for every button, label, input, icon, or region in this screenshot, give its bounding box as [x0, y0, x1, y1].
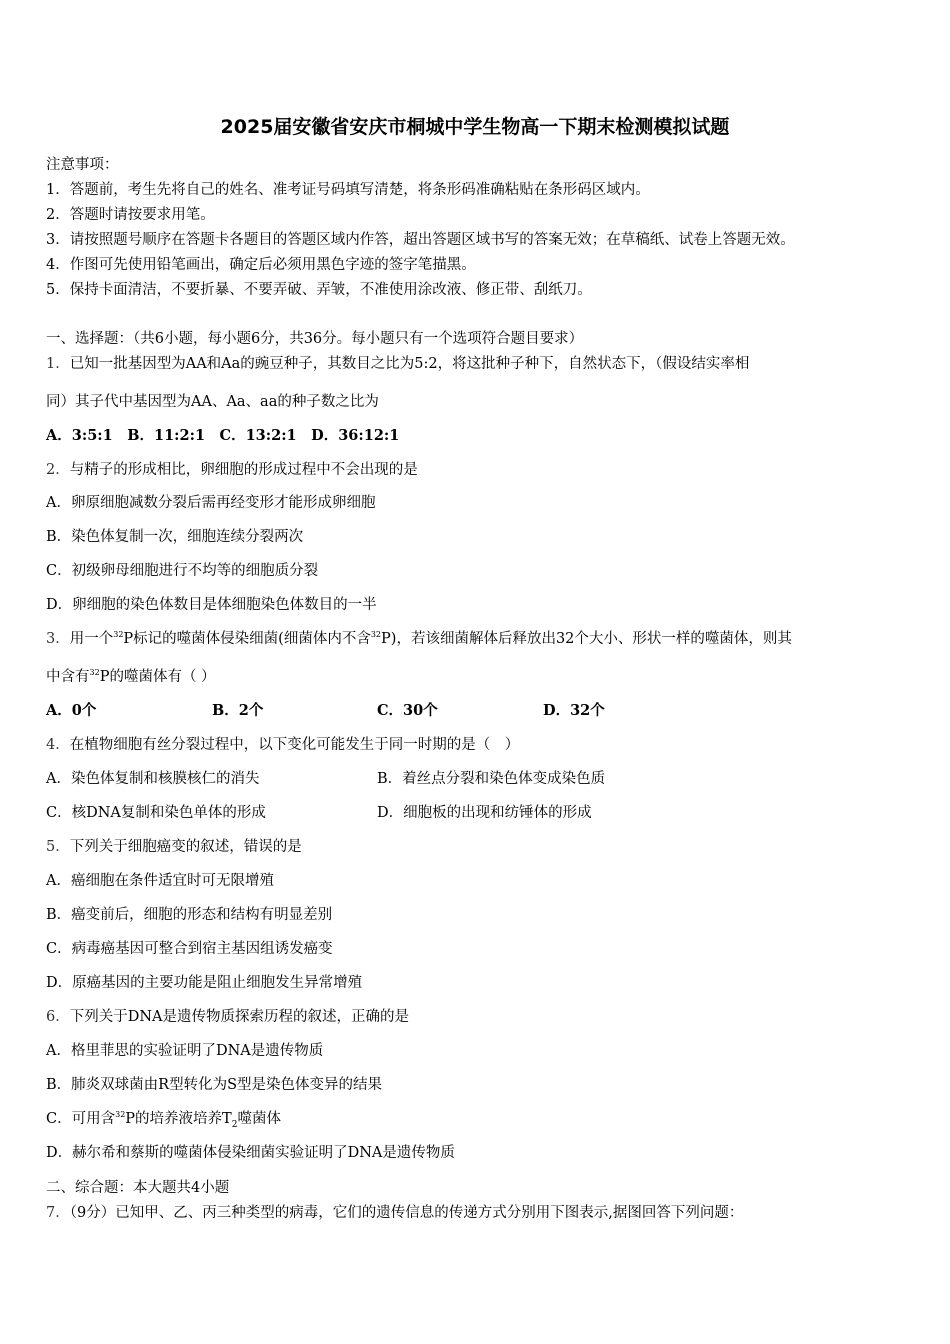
question-number: 5． [46, 839, 70, 855]
question-2-option-a: A．卵原细胞减数分裂后需再经变形才能形成卵细胞 [46, 495, 376, 511]
question-3-option-d: D．32个 [543, 702, 605, 719]
question-6-option-a: A．格里菲思的实验证明了DNA是遗传物质 [46, 1043, 324, 1059]
question-5-option-a: A．癌细胞在条件适宜时可无限增殖 [46, 873, 274, 889]
notice-heading: 注意事项： [46, 157, 119, 173]
question-number: 3． [46, 631, 70, 647]
question-4-option-d: D．细胞板的出现和纺锤体的形成 [377, 805, 592, 821]
question-number: 4． [46, 737, 70, 753]
question-3-stem-line-2: 中含有$^{32}$P的噬菌体有（ ） [46, 668, 216, 685]
question-number: 1． [46, 356, 70, 372]
question-4-option-a: A．染色体复制和核膜核仁的消失 [46, 771, 260, 787]
question-4-stem: 4．在植物细胞有丝分裂过程中，以下变化可能发生于同一时期的是（ ） [46, 737, 520, 753]
notice-item-1: 1．答题前，考生先将自己的姓名、准考证号码填写清楚，将条形码准确粘贴在条形码区域内。 [46, 182, 650, 198]
section-1-heading: 一、选择题：（共6小题，每小题6分，共36分。每小题只有一个选项符合题目要求） [46, 331, 584, 347]
question-6-option-b: B．肺炎双球菌由R型转化为S型是染色体变异的结果 [46, 1077, 383, 1093]
question-2-option-b: B．染色体复制一次，细胞连续分裂两次 [46, 529, 304, 545]
notice-item-5: 5．保持卡面清洁，不要折暴、不要弄破、弄皱，不准使用涂改液、修正带、刮纸刀。 [46, 282, 592, 298]
question-number: 7． [46, 1205, 70, 1221]
notice-item-3: 3．请按照题号顺序在答题卡各题目的答题区域内作答，超出答题区域书写的答案无效；在草稿纸、试卷上答题无效。 [46, 232, 795, 248]
question-3-option-b: B．2个 [212, 702, 264, 719]
section-2-heading: 二、综合题：本大题共4小题 [46, 1180, 230, 1196]
notice-item-4: 4．作图可先使用铅笔画出，确定后必须用黑色字迹的签字笔描黑。 [46, 257, 476, 273]
question-2-option-d: D．卵细胞的染色体数目是体细胞染色体数目的一半 [46, 597, 377, 613]
question-5-option-b: B．癌变前后，细胞的形态和结构有明显差别 [46, 907, 333, 923]
question-1-stem-line-1: 1．已知一批基因型为AA和Aa的豌豆种子，其数目之比为5:2，将这批种子种下，自然状态下，（假设结实率相 [46, 356, 750, 372]
page-title: 2025届安徽省安庆市桐城中学生物高一下期末检测模拟试题 [220, 116, 730, 138]
question-3-option-c: C．30个 [377, 702, 438, 719]
question-4-option-c: C．核DNA复制和染色单体的形成 [46, 805, 266, 821]
question-6-option-c: C．可用含$^{32}$P的培养液培养$T_2$噬菌体 [46, 1110, 281, 1130]
question-7-stem: 7．（9分）已知甲、乙、丙三种类型的病毒，它们的遗传信息的传递方式分别用下图表示,据图回答下列问题： [46, 1205, 744, 1221]
question-4-option-b: B．着丝点分裂和染色体变成染色质 [377, 771, 606, 787]
question-5-stem: 5．下列关于细胞癌变的叙述，错误的是 [46, 839, 302, 855]
question-2-stem: 2．与精子的形成相比，卵细胞的形成过程中不会出现的是 [46, 462, 418, 478]
question-6-option-d: D．赫尔希和蔡斯的噬菌体侵染细菌实验证明了DNA是遗传物质 [46, 1145, 455, 1161]
notice-item-2: 2．答题时请按要求用笔。 [46, 207, 215, 223]
question-6-stem: 6．下列关于DNA是遗传物质探索历程的叙述，正确的是 [46, 1009, 410, 1025]
question-2-option-c: C．初级卵母细胞进行不均等的细胞质分裂 [46, 563, 319, 579]
question-1-options: A．3:5:1 B．11:2:1 C．13:2:1 D．36:12:1 [46, 427, 400, 444]
question-5-option-c: C．病毒癌基因可整合到宿主基因组诱发癌变 [46, 941, 333, 957]
question-5-option-d: D．原癌基因的主要功能是阻止细胞发生异常增殖 [46, 975, 363, 991]
question-number: 2． [46, 462, 70, 478]
question-3-option-a: A．0个 [46, 702, 97, 719]
question-number: 6． [46, 1009, 70, 1025]
question-3-stem-line-1: 3．用一个$^{32}$P标记的噬菌体侵染细菌(细菌体内不含$^{32}$P)，若该细菌解体后释放出32个大小、形状一样的噬菌体，则其 [46, 630, 792, 647]
question-1-stem-line-2: 同）其子代中基因型为AA、Aa、aa的种子数之比为 [46, 394, 379, 410]
